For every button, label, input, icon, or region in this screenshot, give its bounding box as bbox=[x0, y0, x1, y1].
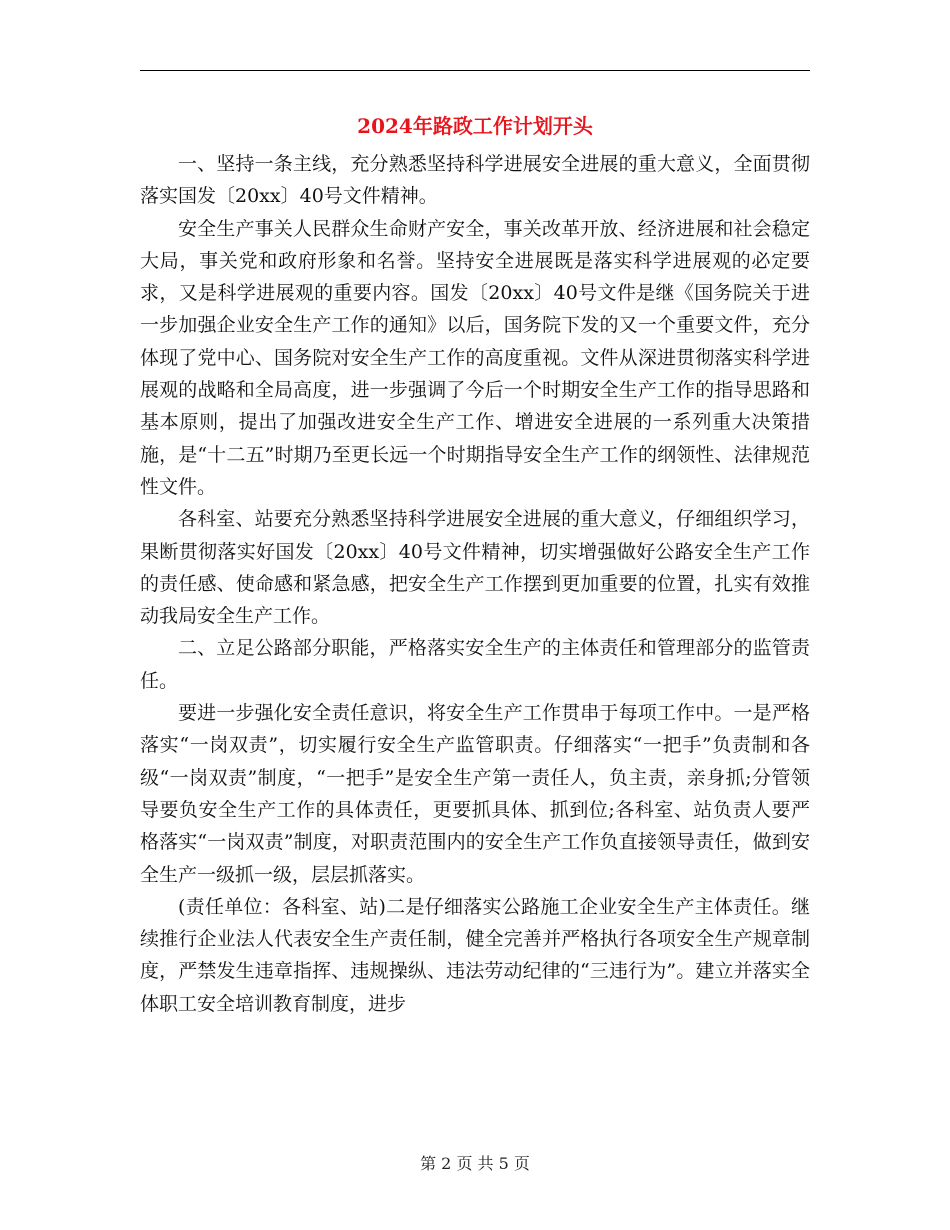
body-paragraph: 一、坚持一条主线，充分熟悉坚持科学进展安全进展的重大意义，全面贯彻落实国发〔20xx〕40号文件精神。 bbox=[140, 153, 810, 208]
document-body bbox=[140, 148, 810, 1020]
body-paragraph: 各科室、站要充分熟悉坚持科学进展安全进展的重大意义，仔细组织学习，果断贯彻落实好国发〔20xx〕40号文件精神，切实增强做好公路安全生产工作的责任感、使命感和紧急感，把安全生产工作摆到更加重要的位置，扎实有效推动我局安全生产工作。 bbox=[140, 508, 810, 628]
body-paragraph: 安全生产事关人民群众生命财产安全，事关改革开放、经济进展和社会稳定大局，事关党和政府形象和名誉。坚持安全进展既是落实科学进展观的必定要求，又是科学进展观的重要内容。国发〔20xx〕40号文件是继《国务院关于进一步加强企业安全生产工作的通知》以后，国务院下发的又一个重要文件，充分体现了党中心、国务院对安全生产工作的高度重视。文件从深进贯彻落实科学进展观的战略和全局高度，进一步强调了今后一个时期安全生产工作的指导思路和基本原则，提出了加强改进安全生产工作、增进安全进展的一系列重大决策措施，是“十二五”时期乃至更长远一个时期指导安全生产工作的纲领性、法律规范性文件。 bbox=[140, 217, 810, 498]
page-number-footer: 第 2 页 共 5 页 bbox=[420, 1154, 530, 1173]
document-title: 2024年路政工作计划开头 bbox=[357, 114, 593, 138]
body-paragraph: 要进一步强化安全责任意识，将安全生产工作贯串于每项工作中。一是严格落实“一岗双责”，切实履行安全生产监管职责。仔细落实“一把手”负责制和各级“一岗双责”制度，“一把手”是安全生产第一责任人，负主责，亲身抓;分管领导要负安全生产工作的具体责任，更要抓具体、抓到位;各科室、站负责人要严格落实“一岗双责”制度，对职责范围内的安全生产工作负直接领导责任，做到安全生产一级抓一级，层层抓落实。 bbox=[140, 702, 810, 886]
header-rule bbox=[140, 70, 810, 71]
body-paragraph: 二、立足公路部分职能，严格落实安全生产的主体责任和管理部分的监管责任。 bbox=[140, 637, 810, 692]
body-paragraph: (责任单位：各科室、站)二是仔细落实公路施工企业安全生产主体责任。继续推行企业法人代表安全生产责任制，健全完善并严格执行各项安全生产规章制度，严禁发生违章指挥、违规操纵、违法劳动纪律的“三违行为”。建立并落实全体职工安全培训教育制度，进步 bbox=[140, 895, 810, 1015]
